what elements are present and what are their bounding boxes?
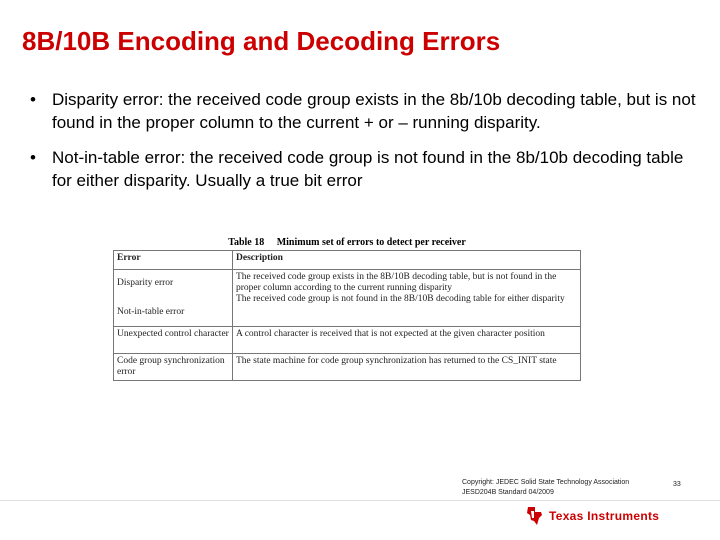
page-number: 33 <box>673 481 681 488</box>
description-cell <box>233 270 581 327</box>
copyright-line: JESD204B Standard 04/2009 <box>462 489 554 496</box>
slide-title: 8B/10B Encoding and Decoding Errors <box>22 26 501 56</box>
error-name: Unexpected control character <box>114 327 233 354</box>
bullet-text: Not-in-table error: the received code group is not found in the 8b/10b decoding table for either disparity. Usually a true bit error <box>52 148 684 190</box>
bullet-not-in-table-error <box>30 146 698 192</box>
error-table <box>113 250 581 381</box>
error-name: Not-in-table error <box>117 307 185 317</box>
header-description: Description <box>233 251 581 270</box>
error-name: Disparity error <box>117 278 174 288</box>
brand-name: Texas Instruments <box>549 509 660 523</box>
error-cell <box>114 270 233 327</box>
error-description: The state machine for code group synchronization has returned to the CS_INIT state <box>233 354 581 381</box>
table-row <box>114 270 581 327</box>
header-error: Error <box>114 251 233 270</box>
copyright-notice <box>462 478 629 498</box>
table-row <box>114 327 581 354</box>
bullet-dot-icon: • <box>30 90 36 109</box>
error-description: The received code group exists in the 8B/10B decoding table, but is not found in the proper column according to the current running disparity <box>236 272 557 293</box>
bullet-list <box>30 88 698 204</box>
table-row <box>114 354 581 381</box>
error-description: A control character is received that is not expected at the given character position <box>233 327 581 354</box>
table-caption: Table 18 Minimum set of errors to detect per receiver <box>228 237 466 248</box>
table-header-row <box>114 251 581 270</box>
bullet-text: Disparity error: the received code group exists in the 8b/10b decoding table, but is not found in the proper column to the current + or – running disparity. <box>52 90 696 132</box>
brand-logo <box>526 506 659 526</box>
copyright-line: Copyright: JEDEC Solid State Technology Association <box>462 479 630 486</box>
bullet-disparity-error <box>30 88 698 134</box>
bullet-dot-icon: • <box>30 148 36 167</box>
error-description: The received code group is not found in the 8B/10B decoding table for either disparity <box>236 294 565 304</box>
ti-state-icon <box>526 506 544 526</box>
error-name: Code group synchronization error <box>114 354 233 381</box>
error-table-figure <box>113 236 581 381</box>
